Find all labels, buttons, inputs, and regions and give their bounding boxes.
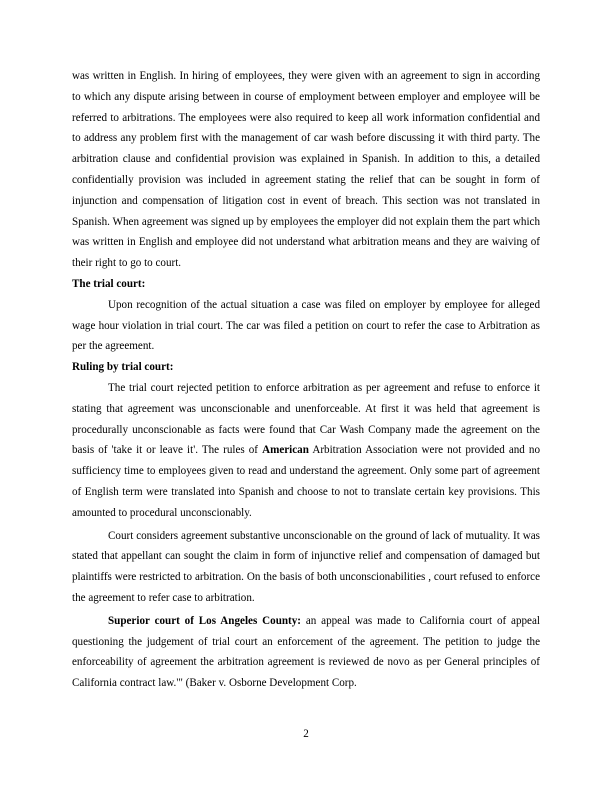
paragraph-court-considers: Court considers agreement substantive unconscionable on the ground of lack of mutuality. It was stated that appellant can sought the claim in form of injunctive relief and compensation of damaged but plaintiffs were restricted to arbitration. On the basis of both unconscionabilities , court refused to enforce the agreement to refer case to arbitration. xyxy=(72,529,540,604)
heading-ruling-by-trial-court: Ruling by trial court: xyxy=(72,361,174,374)
ruling-bold-american: American xyxy=(262,444,309,457)
ruling-text-part-2: Arbitration Association were not provided and no sufficiency time to employees given to read and understand the agreement. Only some part of agreement of English term were translated into Spanish and choose to not to translate certain key provisions. This amounted to procedural unconscionably. xyxy=(72,444,540,519)
paragraph-ruling xyxy=(72,378,540,524)
page-number: 2 xyxy=(303,728,309,740)
paragraph-intro: was written in English. In hiring of employees, they were given with an agreement to sign in according to which any dispute arising between in course of employment between employer and employee will be referred to arbitrations. The employees were also required to keep all work information confidential and to address any problem first with the management of car wash before discussing it with third party. The arbitration clause and confidential provision was explained in Spanish. In addition to this, a detailed confidentially provision was included in agreement stating the relief that can be sought in form of injunction and compensation of litigation cost in event of breach. This section was not translated in Spanish. When agreement was signed up by employees the employer did not explain them the part which was written in English and employee did not understand what arbitration means and they are waiving of their right to go to court. xyxy=(72,70,540,270)
heading-trial-court: The trial court: xyxy=(72,277,146,290)
paragraph-superior-court xyxy=(72,611,540,694)
superior-court-text: an appeal was made to California court of appeal questioning the judgement of trial court an enforcement of the agreement. The petition to judge the enforceability of agreement the arbitration agreement is reviewed de novo as per General principles of California contract law.'" (Baker v. Osborne Development Corp. xyxy=(72,614,540,690)
paragraph-trial-court: Upon recognition of the actual situation a case was filed on employer by employee for alleged wage hour violation in trial court. The car was filed a petition on court to refer the case to Arbitration as per the agreement. xyxy=(72,298,540,353)
ruling-text-part-1: The trial court rejected petition to enforce arbitration as per agreement and refuse to enforce it stating that agreement was unconscionable and unenforceable. At first it was held that agreement is procedurally unconscionable as facts were found that Car Wash Company made the agreement on the basis of 'take it or leave it'. The rules of xyxy=(72,381,540,457)
document-page xyxy=(72,66,540,694)
superior-court-heading: Superior court of Los Angeles County: xyxy=(108,614,301,627)
